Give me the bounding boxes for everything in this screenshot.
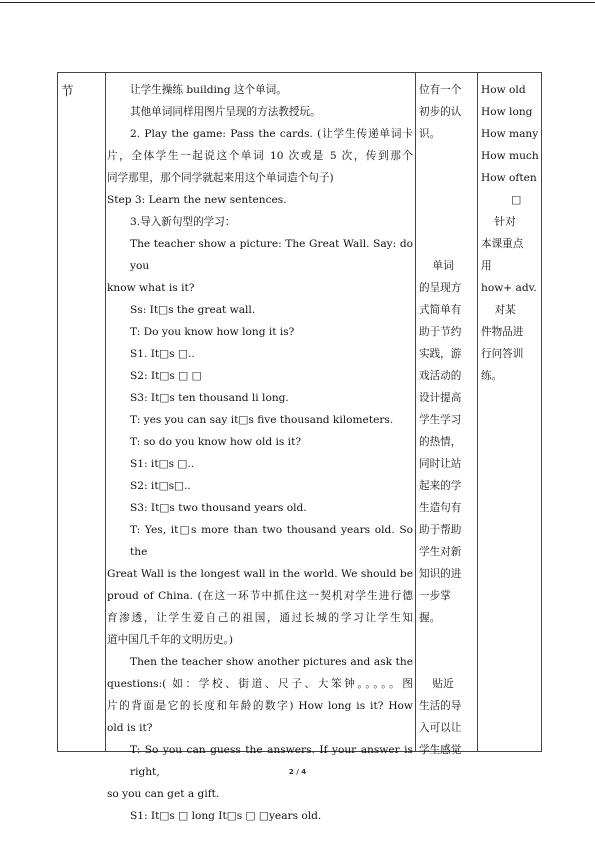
column-divider	[415, 73, 416, 751]
procedure-line: T: Yes, it□s more than two thousand years old. So the	[130, 524, 413, 558]
design-intent-line: 单词	[419, 260, 454, 272]
design-intent-line	[419, 167, 475, 189]
procedure-line: questions:( 如：学校、街道、尺子、大笨钟。。。。。图	[107, 678, 413, 690]
procedure-line: 道中国几千年的文明历史。)	[107, 634, 233, 646]
notes-line: 用	[481, 260, 492, 272]
procedure-line: 同学那里，那个同学就起来用这个单词造个句子)	[107, 172, 334, 184]
procedure-line: S3: It□s two thousand years old.	[130, 502, 307, 514]
procedure-line: 育渗透，让学生爱自己的祖国，通过长城的学习让学生知	[107, 612, 413, 624]
design-intent-line: 同时让站	[419, 458, 462, 470]
header-rule	[0, 2, 595, 3]
notes-line: 对某	[481, 304, 516, 316]
notes-line: How often	[481, 172, 537, 184]
design-intent-line	[419, 233, 475, 255]
design-intent-line: 学生学习	[419, 414, 462, 426]
notes-line: How old	[481, 84, 526, 96]
design-intent-line	[419, 211, 475, 233]
section-label: 节	[61, 83, 74, 98]
procedure-line: S2: It□s □ □	[130, 370, 202, 382]
procedure-line: 其他单词同样用图片呈现的方法教授玩。	[130, 106, 321, 118]
design-intent-line: 实践，游	[419, 348, 462, 360]
design-intent-line: 的热情，	[419, 436, 462, 448]
notes-line: how+ adv.	[481, 282, 537, 294]
notes-line: How long	[481, 106, 533, 118]
procedure-line: 让学生操练 building 这个单词。	[130, 84, 287, 96]
design-intent-line: 助于帮助	[419, 524, 462, 536]
procedure-line: Step 3: Learn the new sentences.	[107, 194, 287, 206]
procedure-line: old is it?	[107, 722, 153, 734]
design-intent-line: 知识的进	[419, 568, 462, 580]
procedure-line: S1: it□s □..	[130, 458, 195, 470]
procedure-line: so you can get a gift.	[107, 788, 220, 800]
column-divider	[105, 73, 106, 751]
design-intent-line: 学生感觉	[419, 744, 462, 756]
design-intent-line: 生活的导	[419, 700, 462, 712]
procedure-line: 2. Play the game: Pass the cards. (让学生传递单词卡	[130, 128, 413, 140]
notes-line: How much	[481, 150, 539, 162]
procedure-line: Great Wall is the longest wall in the world. We should be	[107, 568, 413, 580]
notes-line: 件物品进	[481, 326, 524, 338]
procedure-line: 3.导入新句型的学习：	[130, 216, 236, 228]
design-intent-line: 一步掌	[419, 590, 451, 602]
procedure-line: S3: It□s ten thousand li long.	[130, 392, 289, 404]
column-divider	[477, 73, 478, 751]
design-intent-line: 学生对新	[419, 546, 462, 558]
notes-line: 本课重点	[481, 238, 524, 250]
procedure-line: T: Do you know how long it is?	[130, 326, 295, 338]
procedure-line: S2: it□s□..	[130, 480, 191, 492]
design-intent-line: 入可以让	[419, 722, 462, 734]
page-number: 2 / 4	[288, 768, 307, 776]
design-intent-line: 贴近	[419, 678, 454, 690]
design-intent-line: 生造句有	[419, 502, 462, 514]
design-intent-line: 识。	[419, 128, 441, 140]
design-intent-line	[419, 145, 475, 167]
procedure-line: proud of China. (在这一环节中抓住这一契机对学生进行德	[107, 590, 413, 602]
notes-line: 针对	[481, 216, 516, 228]
design-intent-line: 初步的认	[419, 106, 462, 118]
procedure-line: T: yes you can say it□s five thousand kilometers.	[130, 414, 394, 426]
design-intent-line: 的呈现方	[419, 282, 462, 294]
procedure-column	[107, 79, 413, 827]
notes-line: How many	[481, 128, 539, 140]
design-intent-line: 起来的学	[419, 480, 462, 492]
design-intent-line: 握。	[419, 612, 441, 624]
design-intent-line	[419, 651, 475, 673]
procedure-line: Then the teacher show another pictures and ask the	[130, 656, 413, 668]
design-intent-line: 设计提高	[419, 392, 462, 404]
procedure-line: know what is it?	[107, 282, 195, 294]
procedure-line: 片的背面是它的长度和年龄的数字) How long is it? How	[107, 700, 413, 712]
section-column	[58, 73, 105, 751]
procedure-line: 片，全体学生一起说这个单词 10 次或是 5 次，传到那个	[107, 150, 413, 162]
design-intent-line: 戏活动的	[419, 370, 462, 382]
procedure-line: S1: It□s □ long It□s □ □years old.	[130, 810, 322, 822]
notes-column	[481, 79, 541, 387]
procedure-line: T: so do you know how old is it?	[130, 436, 302, 448]
design-intent-line: 式简单有	[419, 304, 462, 316]
design-intent-line: 助于节约	[419, 326, 462, 338]
notes-line: □	[481, 194, 522, 206]
notes-line: 练。	[481, 370, 503, 382]
procedure-line: Ss: It□s the great wall.	[130, 304, 256, 316]
notes-line: 行问答训	[481, 348, 524, 360]
design-intent-line	[419, 189, 475, 211]
design-intent-line: 位有一个	[419, 84, 462, 96]
procedure-line: The teacher show a picture: The Great Wall. Say: do you	[130, 238, 413, 272]
design-intent-line	[419, 629, 475, 651]
design-intent-column	[419, 79, 475, 761]
procedure-line: S1. It□s □..	[130, 348, 195, 360]
procedure-line: T: So you can guess the answers. If your answer is right,	[130, 744, 413, 778]
